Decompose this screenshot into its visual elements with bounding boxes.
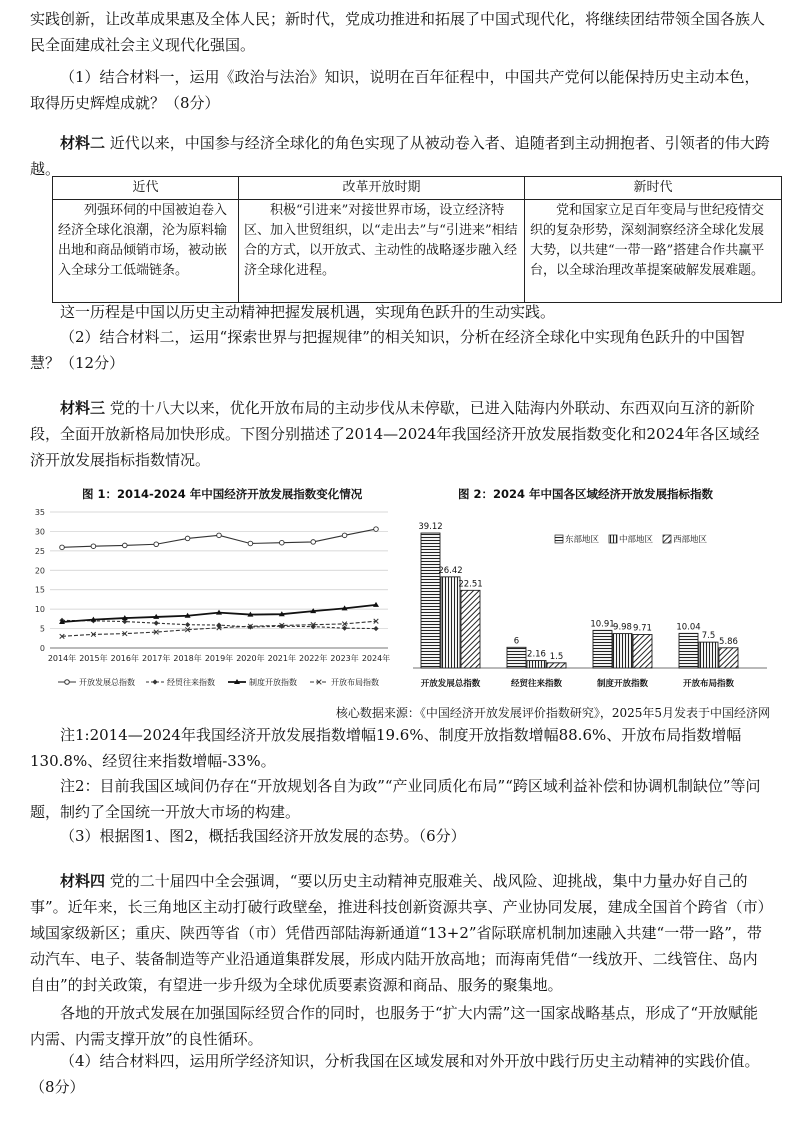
data-point [123,543,128,548]
bar-chart [405,500,775,695]
table-header: 新时代 [525,177,782,200]
material-2-conclusion: 这一历程是中国以历史主动精神把握发展机遇，实现角色跃升的生动实践。 [60,303,556,321]
x-tick-label: 2014年 [47,654,77,663]
x-tick-label: 2019年 [204,654,234,663]
series-line [62,529,376,547]
data-label: 10.04 [676,622,701,633]
era-table [52,176,782,303]
material-4 [30,868,770,998]
x-tick-label: 2023年 [330,654,359,663]
material-3-text: 党的十八大以来，优化开放布局的主动步伐从未停歇，已进入陆海内外联动、东西双向互济的新阶段，全面开放新格局加快形成。下图分别描述了2014—2024年我国经济开放发展指数变化和2024年各区域经济开放发展指标指数情况。 [30,399,760,469]
y-tick-label: 15 [34,585,45,595]
data-label: 10.91 [590,619,615,630]
x-tick-label: 2016年 [110,654,139,663]
data-label: 26.42 [438,565,463,576]
data-point [373,626,378,631]
bar [547,663,566,668]
bar [593,630,612,668]
data-point [154,621,159,626]
data-point [154,542,159,547]
y-tick-label: 30 [34,527,45,537]
data-label: 2.16 [527,649,546,660]
bar [527,661,546,668]
data-label: 22.51 [458,579,483,590]
legend-label: 西部地区 [673,535,708,545]
data-point [248,541,253,546]
y-tick-label: 5 [39,624,45,634]
data-label: 39.12 [418,522,443,533]
y-tick-label: 35 [34,508,45,517]
bar [613,634,632,668]
material-4-label: 材料四 [60,872,106,890]
legend-swatch [555,535,563,543]
bar [441,577,460,668]
data-source: 核心数据来源：《中国经济开放发展评价指数研究》，2025年5月发表于中国经济网 [335,706,770,720]
data-point [280,540,285,545]
x-tick-label: 2015年 [79,654,108,663]
x-tick-label: 开放发展总指数 [420,679,481,689]
material-2 [30,130,770,182]
note-2: 注2：目前我国区域间仍存在“开放规划各自为政”“产业同质化布局”“跨区域利益补偿和协调机制缺位”等问题，制约了全国统一开放大市场的构建。 [30,777,761,821]
table-cell: 列强环伺的中国被迫卷入经济全球化浪潮，沦为原料输出地和商品倾销市场，被动嵌入全球分工低端链条。 [53,200,239,303]
table-cell: 党和国家立足百年变局与世纪疫情交织的复杂形势，深刻洞察经济全球化发展大势，以共建“一带一路”搭建合作共赢平台，以全球治理改革提案破解发展难题。 [525,200,782,303]
data-point [342,533,347,538]
x-tick-label: 2021年 [267,654,296,663]
data-point [216,622,221,627]
table-header: 近代 [53,177,239,200]
data-point [185,536,190,541]
material-2-label: 材料二 [60,134,106,152]
data-point [311,540,316,545]
y-tick-label: 20 [34,566,45,576]
question-3: （3）根据图1、图2，概括我国经济开放发展的态势。（6分） [60,827,466,845]
legend-swatch [663,535,671,543]
chart-2-title: 图 2：2024 年中国各区域经济开放发展指标指数 [458,487,714,501]
y-tick-label: 25 [34,546,45,556]
legend-swatch [609,535,617,543]
bar [719,648,738,668]
y-tick-label: 0 [39,644,45,653]
legend-label: 开放布局指数 [331,678,379,687]
x-tick-label: 2022年 [299,654,328,663]
bar [679,633,698,668]
legend-label: 东部地区 [565,535,600,545]
table-header: 改革开放时期 [239,177,525,200]
bar [461,590,480,668]
intro-line-2: 民全面建成社会主义现代化强国。 [30,36,256,54]
data-point [91,544,96,549]
question-2: （2）结合材料二，运用“探索世界与把握规律”的相关知识，分析在经济全球化中实现角色跃升的中国智慧？（12分） [30,328,745,372]
legend-marker [65,680,70,685]
data-point [217,533,222,538]
x-tick-label: 2020年 [236,654,265,663]
data-label: 5.86 [719,636,738,647]
bar [699,642,718,668]
material-4-text: 党的二十届四中全会强调，“要以历史主动精神克服难关、战风险、迎挑战，集中力量办好自己的事”。近年来，长三角地区主动打破行政壁垒，推进科技创新资源共享、产业协同发展，建成全国首个跨省（市）域国家级新区；重庆、陕西等省（市）凭借西部陆海新通道“13+2”省际联席机制加速融入共建“一带一路”，带动汽车、电子、装备制造等产业沿通道集群发展，形成内陆开放高地；而海南凭借“一线放开、二线管住、岛内自由”的封关政策，有望进一步升级为全球优质要素资源和商品、服务的聚集地。 [30,872,766,994]
question-1: （1）结合材料一，运用《政治与法治》知识，说明在百年征程中，中国共产党何以能保持历史主动本色，取得历史辉煌成就？（8分） [30,68,760,112]
data-label: 9.98 [613,622,632,633]
bar [421,533,440,668]
question-4: （4）结合材料四，运用所学经济知识，分析我国在区域发展和对外开放中践行历史主动精神的实践价值。（8分） [30,1052,760,1096]
data-label: 1.5 [549,651,564,662]
line-chart [28,500,398,695]
legend-label: 开放发展总指数 [79,678,135,687]
data-point [374,527,379,532]
y-tick-label: 10 [34,605,45,615]
x-tick-label: 开放布局指数 [682,679,735,689]
data-label: 9.71 [633,623,652,634]
data-label: 7.5 [701,631,716,642]
data-point [60,545,65,550]
x-tick-label: 2024年 [361,654,391,663]
bar [507,647,526,668]
x-tick-label: 2017年 [142,654,171,663]
x-tick-label: 2018年 [173,654,202,663]
data-point [279,624,284,629]
bar [633,635,652,668]
chart-1-title: 图 1：2014-2024 年中国经济开放发展指数变化情况 [82,487,363,501]
data-point [185,622,190,627]
material-4-paragraph-2: 各地的开放式发展在加强国际经贸合作的同时，也服务于“扩大内需”这一国家战略基点，形成了“开放赋能内需、内需支撑开放”的良性循环。 [30,1004,759,1048]
material-3 [30,395,770,473]
data-label: 6 [513,636,520,647]
x-tick-label: 制度开放指数 [596,679,649,689]
legend-label: 经贸往来指数 [167,678,215,687]
legend-marker [152,679,157,684]
intro-line-1: 实践创新，让改革成果惠及全体人民；新时代，党成功推进和拓展了中国式现代化，将继续团结带领全国各族人 [30,10,766,28]
legend-label: 中部地区 [619,535,654,545]
x-tick-label: 经贸往来指数 [510,679,563,689]
intro-paragraph [30,6,770,58]
note-1: 注1:2014—2024年我国经济开放发展指数增幅19.6%、制度开放指数增幅88.6%、开放布局指数增幅130.8%、经贸往来指数增幅-33%。 [30,726,742,770]
table-cell: 积极“引进来”对接世界市场，设立经济特区、加入世贸组织，以“走出去”与“引进来”相结合的方式，以开放式、主动性的战略逐步融入经济全球化进程。 [239,200,525,303]
legend-label: 制度开放指数 [249,678,297,687]
material-2-text: 近代以来，中国参与经济全球化的角色实现了从被动卷入者、追随者到主动拥抱者、引领者的伟大跨越。 [30,134,770,178]
material-3-label: 材料三 [60,399,106,417]
